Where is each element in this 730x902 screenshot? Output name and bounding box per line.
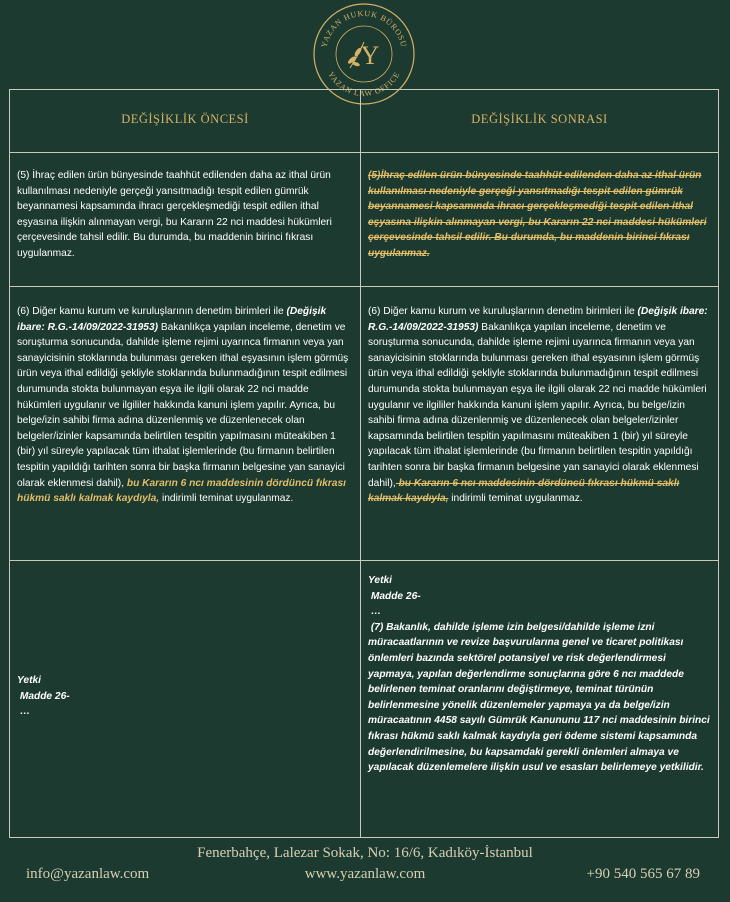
- row1-before-text: (5) İhraç edilen ürün bünyesinde taahhüt edilenden daha az ithal ürün kullanılması nedeniyle gerçeği yansıtmadığı tespit edilen gümrük beyannamesi kapsamında ihracı gerçekleşmediği tespit edilen ithal eşyasına ilişkin alınmayan vergi, bu Kararın 22 nci maddesi hükümleri çerçevesinde tahsil edilir. Bu durumda, bu maddenin birinci fıkrası uygulanmaz.: [17, 170, 332, 259]
- row2-before-b: Bakanlıkça yapılan inceleme, denetim ve soruşturma sonucunda, dahilde işleme rejimi uyarınca firmanın veya yan sanayicisinin stoklarında bulunması gereken ithal eşyasının işlem görmüş ürün veya ithal edildiği şekliyle stoklarında bulunmadığının tespit edilmesi durumunda stokta bulunmayan eşya ile ilgili olarak 22 nci madde hükümleri uygulanır ve ilgililer hakkında kanuni işlem yapılır. Ayrıca, bu belge/izin sahibi firma adına düzenlenmiş ve düzenlenecek olan belgeler/izinler kapsamında belirtilen tespitin yapılmasını müteakiben 1 (bir) yıl süreyle yapılacak tüm ithalat işlemlerinde (bu firmanın belirtilen tespitin yapıldığı tarihten sonra bir başka firmanın belgesine yan sanayici olarak eklenmesi dahil),: [17, 321, 349, 489]
- row2-before-amendment: (Değişik ibare: R.G.-14/09/2022-31953): [17, 306, 327, 333]
- header-after: DEĞİŞİKLİK SONRASI: [471, 112, 608, 126]
- row2-before-a: (6) Diğer kamu kurum ve kuruluşlarının denetim birimleri ile: [17, 306, 287, 317]
- row3-before-ellipsis: …: [17, 706, 31, 718]
- row3-after-article: Madde 26-: [368, 590, 421, 602]
- comparison-table: [9, 89, 719, 838]
- logo-top-text: YAZAN HUKUK BÜROSU: [319, 8, 409, 49]
- row2-after-struck: bu Kararın 6 ncı maddesinin dördüncü fıkrası hükmü saklı kalmak kaydıyla,: [368, 477, 680, 505]
- table-row: [10, 287, 718, 560]
- logo-bottom-text: YAZAN LAW OFFICE: [326, 70, 402, 99]
- logo-monogram: Y: [360, 41, 380, 70]
- row2-before-text: [17, 304, 353, 507]
- row3-after-text: [368, 573, 711, 776]
- row2-after-c: indirimli teminat uygulanmaz.: [448, 493, 583, 505]
- footer-website[interactable]: www.yazanlaw.com: [304, 866, 426, 882]
- row3-after-title: Yetki: [368, 575, 392, 586]
- row3-before-text: [17, 673, 353, 720]
- row2-before-c: indirimli teminat uygulanmaz.: [159, 493, 294, 505]
- row2-after-a: (6) Diğer kamu kurum ve kuruluşlarının denetim birimleri ile: [368, 306, 638, 317]
- row3-before-title: Yetki: [17, 675, 41, 686]
- table-row: [10, 561, 718, 837]
- footer-email[interactable]: info@yazanlaw.com: [26, 866, 150, 882]
- row3-after-ellipsis: …: [368, 606, 382, 618]
- table-row: [10, 153, 718, 286]
- row2-after-text: [368, 304, 711, 507]
- row2-before-highlight: bu Kararın 6 ncı maddesinin dördüncü fıkrası hükmü saklı kalmak kaydıyla,: [17, 477, 346, 505]
- header-before: DEĞİŞİKLİK ÖNCESİ: [121, 112, 249, 126]
- footer-address: Fenerbahçe, Lalezar Sokak, No: 16/6, Kadıköy-İstanbul: [197, 845, 533, 861]
- row2-after-amendment: (Değişik ibare: R.G.-14/09/2022-31953): [368, 306, 708, 333]
- row3-before-article: Madde 26-: [17, 690, 70, 702]
- table-header-row: [10, 90, 718, 152]
- footer-phone[interactable]: +90 540 565 67 89: [586, 866, 700, 882]
- row3-after-paragraph: (7) Bakanlık, dahilde işleme izin belgesi/dahilde işleme izni müracaatlarının ve revize başvurularına genel ve ticaret politikası önlemleri bazında sektörel potansiyel ve risk değerlendirmesi yapmaya, yapılan değerlendirme sonuçlarına göre 6 ncı maddede belirlenen teminat oranlarını değiştirmeye, teminat türünün belirlenmesine yönelik düzenlemeler yapmaya ya da belge/izin müracaatının 4458 sayılı Gümrük Kanununu 117 nci maddesinin birinci fıkrası hükmü saklı kalmak kaydıyla geri ödeme sistemi kapsamında değerlendirilmesine, bu kapsamdaki gerekli önlemleri almaya ve yapılacak düzenlemelere ilişkin usul ve esasları belirlemeye yetkilidir.: [368, 621, 713, 774]
- row1-after-struck-text: (5)İhraç edilen ürün bünyesinde taahhüt edilenden daha az ithal ürün kullanılması nedeniyle gerçeği yansıtmadığı tespit edilen gümrük beyannamesi kapsamında ihracı gerçekleşmediği tespit edilen ithal eşyasına ilişkin alınmayan vergi, bu Kararın 22 nci maddesi hükümleri çerçevesinde tahsil edilir. Bu durumda, bu maddenin birinci fıkrası uygulanmaz.: [368, 170, 707, 259]
- row2-after-b: Bakanlıkça yapılan inceleme, denetim ve soruşturma sonucunda, dahilde işleme rejimi uyarınca firmanın veya yan sanayicisinin stoklarında bulunması gereken ithal eşyasının işlem görmüş ürün veya ithal edildiği şekliyle stoklarında bulunmadığının tespit edilmesi durumunda stokta bulunmayan eşya ile ilgili olarak 22 nci madde hükümleri uygulanır ve ilgililer hakkında kanuni işlem yapılır. Ayrıca, bu belge/izin sahibi firma adına düzenlenmiş ve düzenlenecek olan belgeler/izinler kapsamında belirtilen tespitin yapılmasını müteakiben 1 (bir) yıl süreyle yapılacak tüm ithalat işlemlerinde (bu firmanın belirtilen tespitin yapıldığı tarihten sonra bir başka firmanın belgesine yan sanayici olarak eklenmesi dahil),: [368, 321, 707, 489]
